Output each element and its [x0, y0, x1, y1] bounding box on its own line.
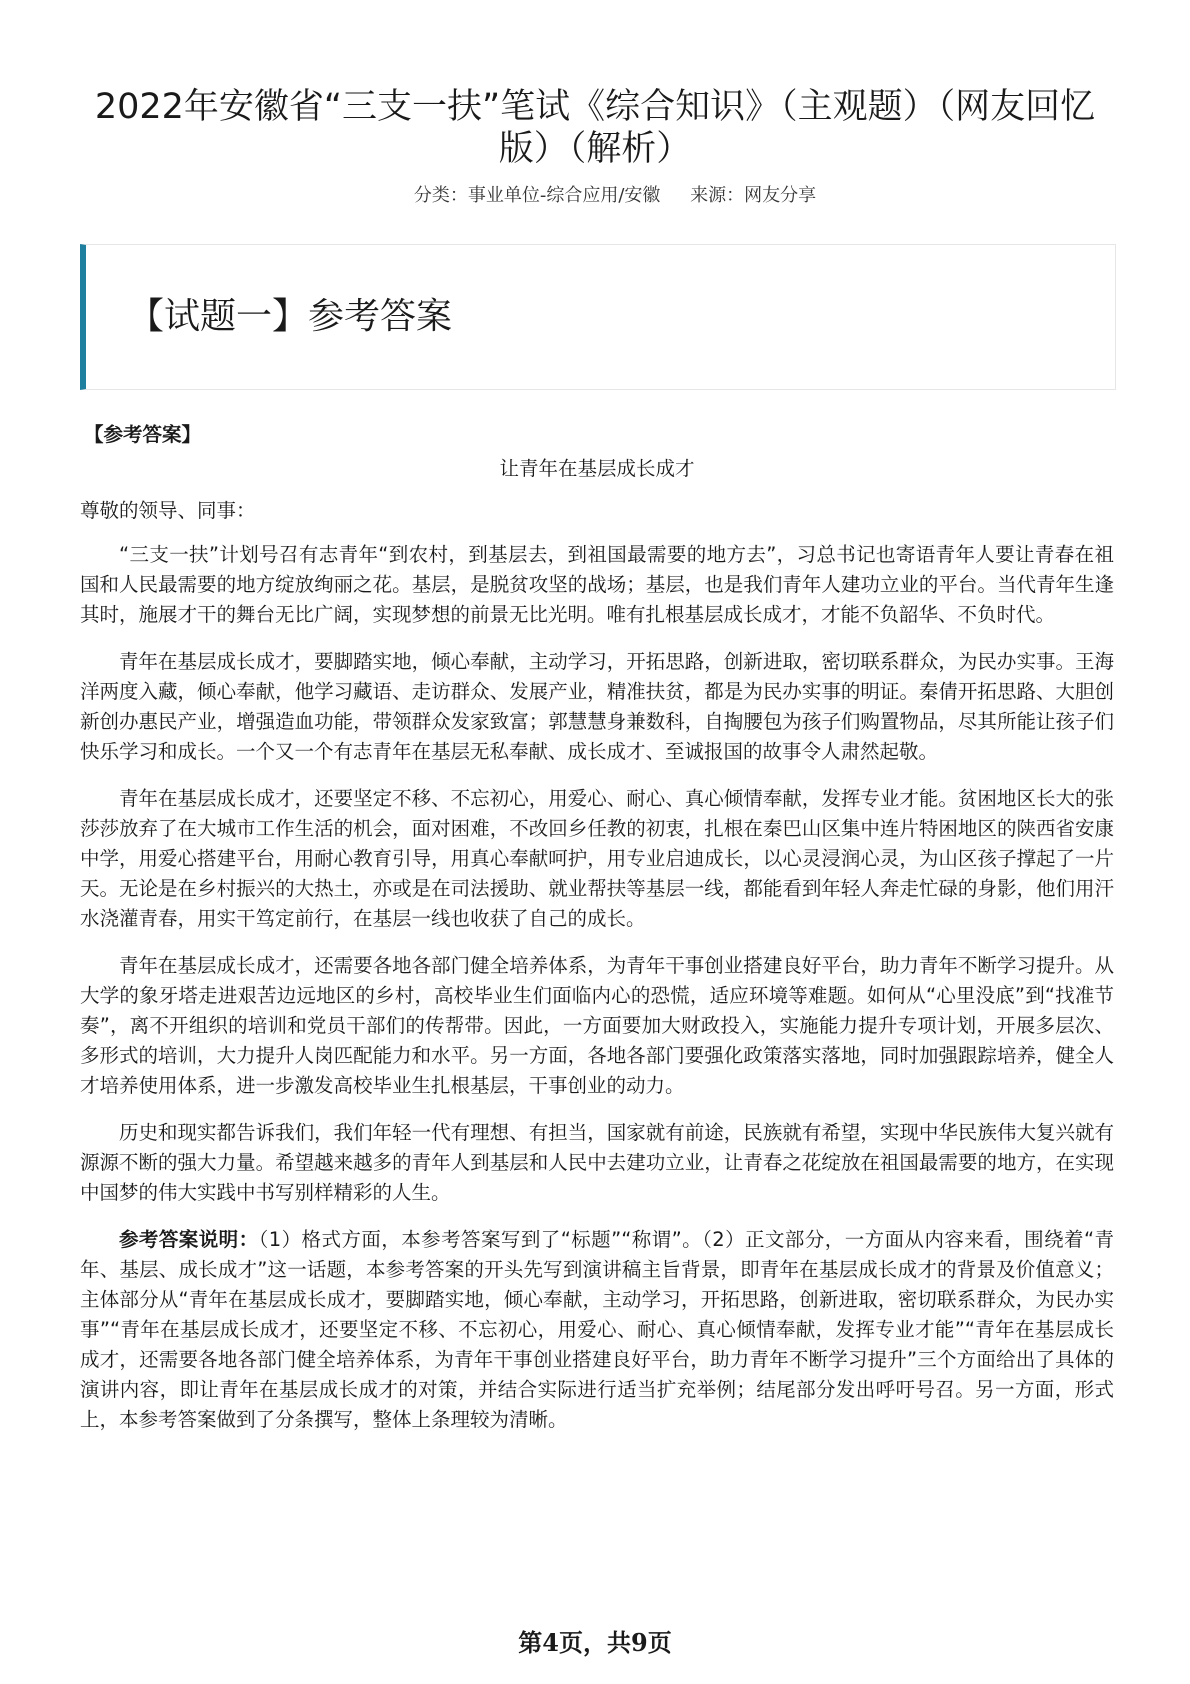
- section-heading: 【试题一】参考答案: [128, 296, 453, 337]
- speech-title: 让青年在基层成长成才: [499, 457, 695, 480]
- answer-content: [80, 420, 1114, 1452]
- greeting: 尊敬的领导、同事：: [80, 499, 256, 522]
- section-heading-box: [80, 244, 1116, 390]
- answer-label: 【参考答案】: [84, 423, 202, 446]
- explanation-paragraph: [80, 1225, 1114, 1435]
- paragraph: 青年在基层成长成才，要脚踏实地，倾心奉献，主动学习，开拓思路，创新进取，密切联系群众，为民办实事。王海洋两度入藏，倾心奉献，他学习藏语、走访群众、发展产业，精准扶贫，都是为民办实事的明证。秦倩开拓思路、大胆创新创办惠民产业，增强造血功能，带领群众发家致富；郭慧慧身兼数科，自掏腰包为孩子们购置物品，尽其所能让孩子们快乐学习和成长。一个又一个有志青年在基层无私奉献、成长成才、至诚报国的故事令人肃然起敬。: [80, 650, 1114, 763]
- paragraph: 青年在基层成长成才，还需要各地各部门健全培养体系，为青年干事创业搭建良好平台，助力青年不断学习提升。从大学的象牙塔走进艰苦边远地区的乡村，高校毕业生们面临内心的恐慌，适应环境等难题。如何从“心里没底”到“找准节奏”，离不开组织的培训和党员干部们的传帮带。因此，一方面要加大财政投入，实施能力提升专项计划，开展多层次、多形式的培训，大力提升人岗匹配能力和水平。另一方面，各地各部门要强化政策落实落地，同时加强跟踪培养，健全人才培养使用体系，进一步激发高校毕业生扎根基层，干事创业的动力。: [80, 954, 1114, 1097]
- source-label: 来源：网友分享: [690, 185, 817, 206]
- explanation-text: （1）格式方面，本参考答案写到了“标题”“称谓”。（2）正文部分，一方面从内容来看，围绕着“青年、基层、成长成才”这一话题，本参考答案的开头先写到演讲稿主旨背景，即青年在基层成长成才的背景及价值意义；主体部分从“青年在基层成长成才，要脚踏实地，倾心奉献，主动学习，开拓思路，创新进取，密切联系群众，为民办实事”“青年在基层成长成才，还要坚定不移、不忘初心，用爱心、耐心、真心倾情奉献，发挥专业才能”“青年在基层成长成才，还需要各地各部门健全培养体系，为青年干事创业搭建良好平台，助力青年不断学习提升”三个方面给出了具体的演讲内容，即让青年在基层成长成才的对策，并结合实际进行适当扩充举例；结尾部分发出呼吁号召。另一方面，形式上，本参考答案做到了分条撰写，整体上条理较为清晰。: [80, 1228, 1114, 1431]
- document-meta: [80, 184, 1110, 208]
- paragraph: “三支一扶”计划号召有志青年“到农村，到基层去，到祖国最需要的地方去”，习总书记也寄语青年人要让青春在祖国和人民最需要的地方绽放绚丽之花。基层，是脱贫攻坚的战场；基层，也是我们青年人建功立业的平台。当代青年生逢其时，施展才干的舞台无比广阔，实现梦想的前景无比光明。唯有扎根基层成长成才，才能不负韶华、不负时代。: [80, 543, 1114, 626]
- page-number: 第4页，共9页: [518, 1628, 672, 1657]
- paragraph: 历史和现实都告诉我们，我们年轻一代有理想、有担当，国家就有前途，民族就有希望，实现中华民族伟大复兴就有源源不断的强大力量。希望越来越多的青年人到基层和人民中去建功立业，让青春之花绽放在祖国最需要的地方，在实现中国梦的伟大实践中书写别样精彩的人生。: [80, 1121, 1114, 1204]
- category-label: 分类：事业单位-综合应用/安徽: [413, 185, 661, 206]
- page-title: 2022年安徽省“三支一扶”笔试《综合知识》（主观题）（网友回忆版）（解析）: [94, 87, 1096, 169]
- paragraph: 青年在基层成长成才，还要坚定不移、不忘初心，用爱心、耐心、真心倾情奉献，发挥专业才能。贫困地区长大的张莎莎放弃了在大城市工作生活的机会，面对困难，不改回乡任教的初衷，扎根在秦巴山区集中连片特困地区的陕西省安康中学，用爱心搭建平台，用耐心教育引导，用真心奉献呵护，用专业启迪成长，以心灵浸润心灵，为山区孩子撑起了一片天。无论是在乡村振兴的大热土，亦或是在司法援助、就业帮扶等基层一线，都能看到年轻人奔走忙碌的身影，他们用汗水浇灌青春，用实干笃定前行，在基层一线也收获了自己的成长。: [80, 787, 1114, 930]
- explanation-label: 参考答案说明：: [119, 1228, 259, 1251]
